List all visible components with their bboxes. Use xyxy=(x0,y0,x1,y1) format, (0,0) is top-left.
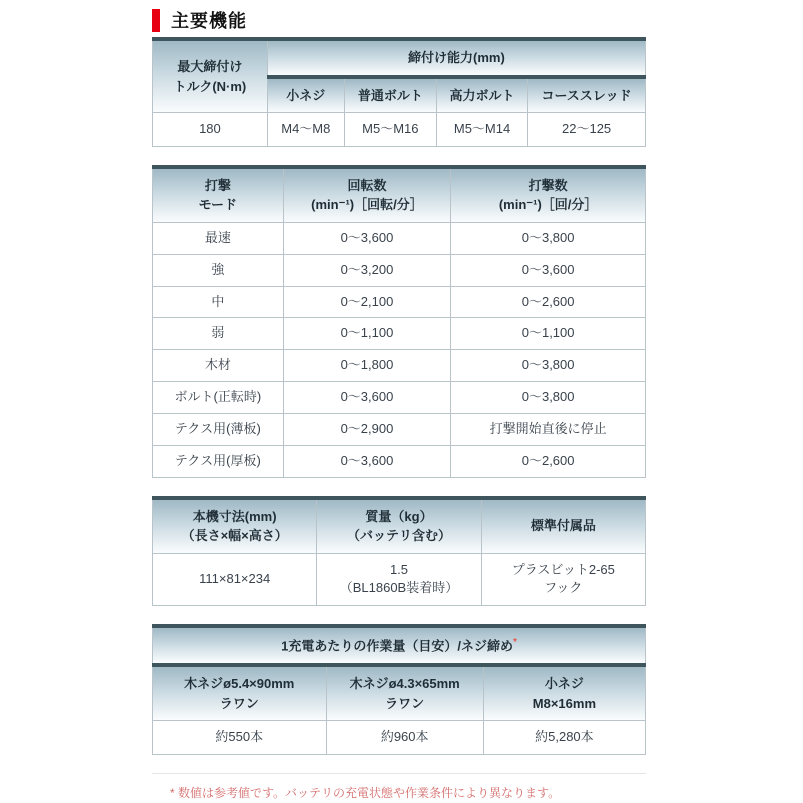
table-row xyxy=(153,413,646,445)
table-row xyxy=(153,721,646,755)
impact-value: 0〜3,800 xyxy=(451,350,646,382)
wood-screw-54-line1: 木ネジø5.4×90mm xyxy=(184,676,295,692)
torque-header-line2: トルク(N·m) xyxy=(173,78,247,94)
weight-header-line1: 質量（kg） xyxy=(365,508,433,524)
footnote-text: * 数値は参考値です。バッテリの充電状態や作業条件により異なります。 xyxy=(170,785,561,800)
mode-header-line2: モード xyxy=(198,197,238,213)
dimensions-header-cell xyxy=(153,498,317,554)
wood-screw-43-header-cell xyxy=(326,665,483,721)
mode-header-cell xyxy=(153,167,284,223)
machine-screw-line1: 小ネジ xyxy=(544,676,584,692)
mode-label: テクス用(厚板) xyxy=(153,445,284,477)
torque-header-cell xyxy=(153,39,268,113)
divider-line xyxy=(152,773,646,774)
machine-screw-header-cell xyxy=(483,665,645,721)
rotation-value: 0〜1,800 xyxy=(283,350,451,382)
impact-mode-table xyxy=(152,165,646,478)
table-row xyxy=(153,382,646,414)
rotation-value: 0〜3,600 xyxy=(283,222,451,254)
capacity-col-coarse-thread: コーススレッド xyxy=(528,77,646,113)
table-header-row xyxy=(153,498,646,554)
wood-screw-43-count: 約960本 xyxy=(326,721,483,755)
machine-screw-line2: M8×16mm xyxy=(532,695,597,711)
wood-screw-54-line2: ラワン xyxy=(219,695,259,711)
impact-header-cell xyxy=(451,167,646,223)
accessories-value-line2: フック xyxy=(544,580,583,596)
wood-screw-43-line2: ラワン xyxy=(385,695,425,711)
impact-value: 0〜2,600 xyxy=(451,286,646,318)
capacity-col-standard-bolt: 普通ボルト xyxy=(344,77,436,113)
weight-value-line1: 1.5 xyxy=(389,561,409,577)
wood-screw-43-line1: 木ネジø4.3×65mm xyxy=(349,676,460,692)
mode-label: 最速 xyxy=(153,222,284,254)
table-header-row xyxy=(153,626,646,665)
table-row xyxy=(153,445,646,477)
torque-header-line1: 最大締付け xyxy=(177,59,243,74)
impact-value: 0〜2,600 xyxy=(451,445,646,477)
impact-value: 0〜3,600 xyxy=(451,254,646,286)
machine-screw-count: 約5,280本 xyxy=(483,721,645,755)
footnote-marker: * xyxy=(512,637,517,649)
weight-header-line2: （バッテリ含む） xyxy=(346,528,451,544)
dimensions-header-line1: 本機寸法(mm) xyxy=(192,508,277,524)
rotation-value: 0〜1,100 xyxy=(283,318,451,350)
spec-section xyxy=(152,0,646,802)
mode-label: 強 xyxy=(153,254,284,286)
capacity-value-coarse-thread: 22〜125 xyxy=(528,113,646,147)
impact-value: 0〜3,800 xyxy=(451,382,646,414)
capacity-value-machine-screw: M4〜M8 xyxy=(267,113,344,147)
work-per-charge-table xyxy=(152,624,646,755)
table-row xyxy=(153,553,646,606)
rotation-header-line1: 回転数 xyxy=(347,177,387,193)
table-row xyxy=(153,350,646,382)
rotation-value: 0〜3,600 xyxy=(283,445,451,477)
mode-label: 中 xyxy=(153,286,284,318)
table-row xyxy=(153,254,646,286)
impact-value: 打撃開始直後に停止 xyxy=(451,413,646,445)
dimensions-value: 111×81×234 xyxy=(153,553,317,606)
work-per-charge-title-cell xyxy=(153,626,646,665)
rotation-value: 0〜2,900 xyxy=(283,413,451,445)
torque-capacity-table xyxy=(152,37,646,147)
rotation-value: 0〜2,100 xyxy=(283,286,451,318)
table-row xyxy=(153,113,646,147)
section-title xyxy=(152,8,646,32)
accessories-header-cell: 標準付属品 xyxy=(481,498,645,554)
accessories-value-line1: プラスビット2-65 xyxy=(511,561,615,577)
page-title: 主要機能 xyxy=(171,11,247,31)
table-row xyxy=(153,222,646,254)
wood-screw-54-header-cell xyxy=(153,665,327,721)
table-header-row xyxy=(153,167,646,223)
mode-label: 弱 xyxy=(153,318,284,350)
table-row xyxy=(153,286,646,318)
rotation-value: 0〜3,200 xyxy=(283,254,451,286)
impact-value: 0〜1,100 xyxy=(451,318,646,350)
wood-screw-54-count: 約550本 xyxy=(153,721,327,755)
mode-label: ボルト(正転時) xyxy=(153,382,284,414)
dimensions-weight-table xyxy=(152,496,646,607)
mode-label: テクス用(薄板) xyxy=(153,413,284,445)
title-accent-bar xyxy=(152,9,160,32)
rotation-value: 0〜3,600 xyxy=(283,382,451,414)
work-per-charge-title: 1充電あたりの作業量（目安）/ネジ締め xyxy=(281,638,513,654)
rotation-header-cell xyxy=(283,167,451,223)
table-row xyxy=(153,39,646,77)
mode-header-line1: 打撃 xyxy=(204,177,231,193)
table-header-row xyxy=(153,665,646,721)
impact-header-line1: 打撃数 xyxy=(528,177,568,193)
capacity-value-standard-bolt: M5〜M16 xyxy=(344,113,436,147)
accessories-value xyxy=(481,553,645,606)
mode-label: 木材 xyxy=(153,350,284,382)
impact-header-line2: (min⁻¹)［回/分］ xyxy=(498,197,598,213)
capacity-col-machine-screw: 小ネジ xyxy=(267,77,344,113)
impact-value: 0〜3,800 xyxy=(451,222,646,254)
rotation-header-line2: (min⁻¹)［回転/分］ xyxy=(311,197,423,213)
torque-value: 180 xyxy=(153,113,268,147)
table-row xyxy=(153,318,646,350)
capacity-value-high-tension-bolt: M5〜M14 xyxy=(436,113,527,147)
dimensions-header-line2: （長さ×幅×高さ） xyxy=(181,528,288,544)
capacity-col-high-tension-bolt: 高力ボルト xyxy=(436,77,527,113)
capacity-header-cell: 締付け能力(mm) xyxy=(267,39,645,77)
weight-value xyxy=(317,553,481,606)
weight-value-line2: （BL1860B装着時） xyxy=(339,580,459,596)
weight-header-cell xyxy=(317,498,481,554)
